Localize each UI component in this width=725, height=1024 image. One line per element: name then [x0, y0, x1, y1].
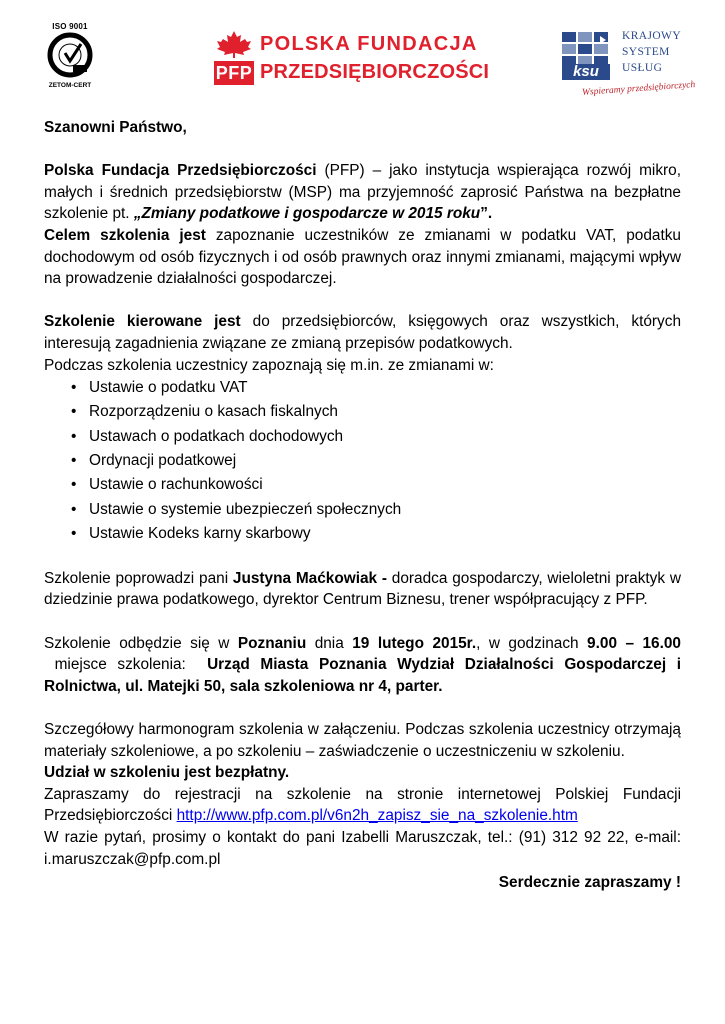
audience-label: Szkolenie kierowane jest — [44, 313, 241, 331]
bullet-icon: • — [71, 403, 77, 421]
trainer-paragraph: Szkolenie poprowadzi pani Justyna Maćkowiak - doradca gospodarczy, wieloletni praktyk w dziedzinie prawa podatkowego, dyrektor Centrum Biznesu, trener współpracujący z PFP. — [44, 569, 681, 609]
ksu-line1: KRAJOWY — [622, 30, 682, 42]
registration-link[interactable]: http://www.pfp.com.pl/v6n2h_zapisz_sie_na_szkolenie.htm — [176, 807, 578, 825]
iso-label: ISO 9001 — [52, 22, 88, 31]
list-item: • Ustawie Kodeks karny skarbowy — [44, 522, 681, 546]
list-item: • Ustawach o podatkach dochodowych — [44, 425, 681, 449]
pfp-badge: PFP — [215, 63, 253, 83]
bullet-icon: • — [71, 524, 77, 542]
list-item: • Rozporządzeniu o kasach fiskalnych — [44, 400, 681, 424]
venue: Urząd Miasta Poznania Wydział Działalności Gospodarczej i Rolnictwa, ul. Matejki 50, sala szkoleniowa nr 4, parter. — [44, 656, 681, 695]
pfp-logo — [214, 30, 490, 86]
ksu-logo — [560, 28, 700, 98]
bullet-icon: • — [71, 476, 77, 494]
audience-paragraph: Szkolenie kierowane jest do przedsiębiorców, księgowych oraz wszystkich, których interesują zagadnienia związane ze zmianą przepisów podatkowych. Podczas szkolenia uczestnicy zapoznają się m.in. ze zmianami w: — [44, 313, 682, 374]
zetom-cert-emblem-icon — [43, 31, 97, 79]
iso-9001-logo — [30, 22, 110, 89]
greeting: Szanowni Państwo, — [44, 119, 187, 136]
logistics-paragraph: Szkolenie odbędzie się w Poznaniu dnia 19 lutego 2015r., w godzinach 9.00 – 16.00 miejsce szkolenia: Urząd Miasta Poznania Wydział Działalności Gospodarczej i Rolnictwa, ul. Matejki 50, sala szkoleniowa nr 4, parter. — [44, 634, 681, 695]
signoff: Serdecznie zapraszamy ! — [498, 874, 681, 892]
topics-list — [44, 376, 681, 546]
free-participation: Udział w szkoleniu jest bezpłatny. — [44, 764, 290, 782]
zetom-cert-label: ZETOM-CERT — [48, 82, 92, 89]
ksu-line3: USŁUG — [622, 62, 663, 74]
org-name: Polska Fundacja Przedsiębiorczości — [44, 162, 317, 180]
hours: 9.00 – 16.00 — [587, 634, 681, 652]
intro-paragraph: Polska Fundacja Przedsiębiorczości (PFP) – jako instytucja wspierająca rozwój mikro, małych i średnich przedsiębiorstw (MSP) ma przyjemność zaprosić Państwa na bezpłatne szkolenie pt. „Zmiany podatkowe i gospodarcze w 2015 roku”. Celem szkolenia jest zapoznanie uczestników ze zmianami w podatku VAT, podatku dochodowym od osób fizycznych i od osób prawnych oraz innymi zmianami, mającymi wpływ na prowadzenie działalności gospodarczej. — [44, 162, 681, 288]
list-item: • Ustawie o rachunkowości — [44, 473, 681, 497]
contact-paragraph: W razie pytań, prosimy o kontakt do pani Izabelli Maruszczak, tel.: (91) 312 92 22, e-mail: i.maruszczak@pfp.com.pl — [44, 828, 681, 868]
date: 19 lutego 2015r. — [352, 634, 477, 652]
bullet-icon: • — [71, 427, 77, 445]
bullet-icon: • — [71, 500, 77, 518]
ksu-line2: SYSTEM — [622, 46, 670, 58]
ksu-tagline: Wspieramy przedsiębiorczych — [581, 80, 696, 98]
pfp-name-line2: PRZEDSIĘBIORCZOŚCI — [260, 61, 490, 83]
letter-body — [44, 117, 681, 894]
list-item: • Ustawie o systemie ubezpieczeń społecznych — [44, 498, 681, 522]
ksu-mark: ksu — [562, 64, 610, 80]
list-item: • Ustawie o podatku VAT — [44, 376, 681, 400]
maple-leaf-icon — [214, 30, 254, 58]
registration-paragraph: Zapraszamy do rejestracji na szkolenie na stronie internetowej Polskiej Fundacji Przedsiębiorczości http://www.pfp.com.pl/v6n2h_zapisz_sie_na_szkolenie.htm — [44, 785, 681, 825]
list-item: • Ordynacji podatkowej — [44, 449, 681, 473]
pfp-name-line1: POLSKA FUNDACJA — [260, 33, 478, 55]
list-intro: Podczas szkolenia uczestnicy zapoznają się m.in. ze zmianami w: — [44, 356, 494, 374]
bullet-icon: • — [71, 452, 77, 470]
trainer-name: Justyna Maćkowiak - — [232, 569, 388, 587]
city: Poznaniu — [237, 634, 307, 652]
training-title: „Zmiany podatkowe i gospodarcze w 2015 roku — [133, 205, 481, 223]
bullet-icon: • — [71, 379, 77, 397]
schedule-paragraph: Szczegółowy harmonogram szkolenia w załączeniu. Podczas szkolenia uczestnicy otrzymają materiały szkoleniowe, a po szkoleniu – zaświadczenie o uczestniczeniu w szkoleniu. — [44, 720, 681, 760]
goal-label: Celem szkolenia jest — [44, 226, 206, 244]
